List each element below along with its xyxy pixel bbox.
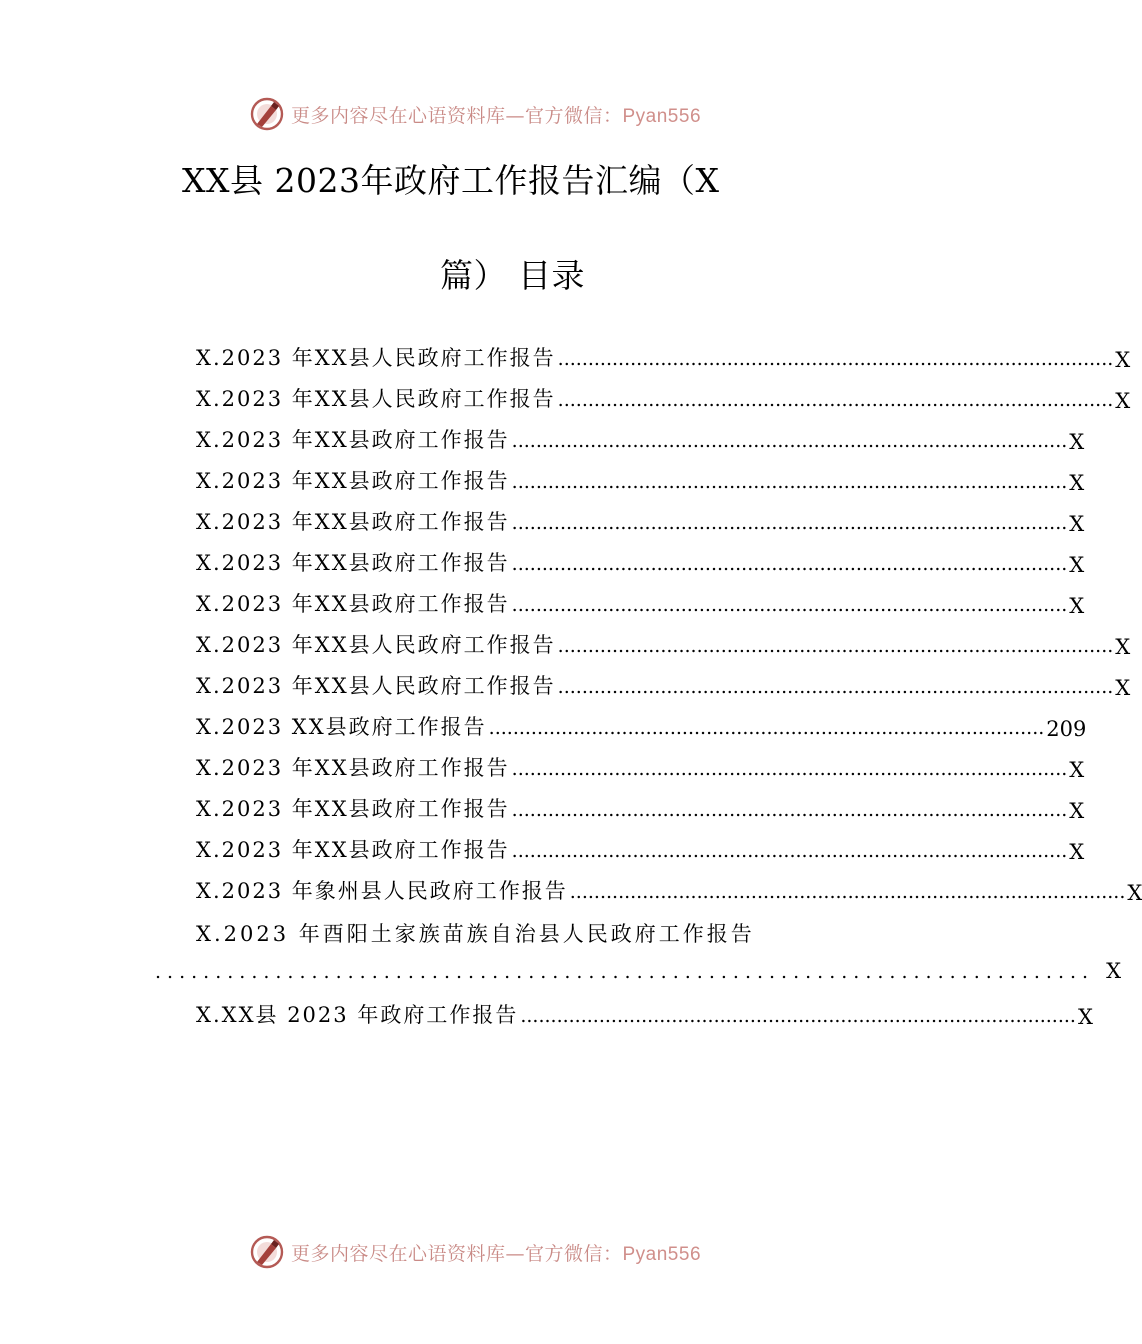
toc-entry-page: X	[1069, 512, 1085, 536]
toc-entry-page: X	[1127, 881, 1142, 905]
toc-entry[interactable]	[196, 586, 1085, 618]
watermark-text: 更多内容尽在心语资料库—官方微信：	[290, 1242, 623, 1265]
toc-entry-label: X.2023 年XX县政府工作报告	[196, 756, 510, 780]
toc-entry[interactable]	[196, 627, 1131, 659]
toc-leader-dots: ............................................................................................	[488, 717, 1045, 739]
toc-entry-page: X	[1069, 840, 1085, 864]
toc-entry-label: X.2023 年XX县人民政府工作报告	[196, 674, 556, 698]
toc-leader-dots: ............................................................................................	[511, 471, 1068, 493]
toc-leader-dots: ..............................................................................	[155, 961, 1095, 983]
watermark-footer	[0, 1232, 950, 1272]
toc-entry-label: X.2023 年XX县政府工作报告	[196, 592, 510, 616]
toc-entry-page: X	[1069, 430, 1085, 454]
toc-entry-page: X	[1069, 471, 1085, 495]
pen-logo-icon	[249, 1234, 285, 1270]
toc-leader-dots: ............................................................................................	[557, 389, 1114, 411]
toc-leader-dots: ............................................................................................	[557, 348, 1114, 370]
toc-leader-dots: ............................................................................................	[511, 594, 1068, 616]
toc-entry-label: X.2023 年XX县政府工作报告	[196, 428, 510, 452]
toc-leader-dots: ............................................................................................	[511, 758, 1068, 780]
toc-entry-label: X.2023 年XX县政府工作报告	[196, 469, 510, 493]
toc-entry[interactable]	[196, 750, 1085, 782]
toc-entry-label: X.2023 年XX县政府工作报告	[196, 510, 510, 534]
toc-leader-dots: ............................................................................................	[511, 799, 1068, 821]
toc-entry[interactable]	[196, 709, 1087, 741]
toc-entry-page: X	[1115, 676, 1131, 700]
toc-leader-dots: ............................................................................................	[511, 430, 1068, 452]
toc-entry[interactable]	[196, 463, 1085, 495]
toc-entry[interactable]	[196, 504, 1085, 536]
toc-entry-label: X.2023 年XX县政府工作报告	[196, 797, 510, 821]
toc-entry[interactable]	[196, 832, 1085, 864]
pen-logo-icon	[249, 96, 285, 132]
toc-entry-page: X	[1115, 348, 1131, 372]
toc-leader-dots: ............................................................................................	[569, 881, 1126, 903]
toc-entry-label: X.2023 年XX县政府工作报告	[196, 838, 510, 862]
toc-entry-page: 209	[1046, 717, 1087, 741]
toc-entry-label: X.2023 年象州县人民政府工作报告	[196, 879, 568, 903]
toc-entry[interactable]	[196, 381, 1131, 413]
toc-leader-dots: ............................................................................................	[511, 553, 1068, 575]
toc-entry-label: X.2023 年XX县政府工作报告	[196, 551, 510, 575]
toc-entry[interactable]	[196, 545, 1085, 577]
toc-entry-page: X	[1077, 1005, 1093, 1029]
toc-entry-label: X.2023 XX县政府工作报告	[196, 715, 487, 739]
document-title-line-2: 篇） 目录	[440, 256, 585, 295]
toc-entry-page: X	[1069, 553, 1085, 577]
toc-entry[interactable]	[196, 791, 1085, 823]
toc-leader-dots: ............................................................................................	[511, 840, 1068, 862]
watermark-text: 更多内容尽在心语资料库—官方微信：	[290, 104, 623, 127]
toc-entry-page: X	[1069, 758, 1085, 782]
watermark-header	[0, 94, 950, 134]
toc-entry-long-leader[interactable]	[155, 959, 1122, 983]
toc-entry-label: X.2023 年XX县人民政府工作报告	[196, 346, 556, 370]
toc-leader-dots: ............................................................................................	[520, 1005, 1076, 1027]
toc-entry-page: X	[1106, 959, 1122, 983]
toc-leader-dots: ............................................................................................	[511, 512, 1068, 534]
watermark-id: Pyan556	[622, 1243, 702, 1265]
toc-entry-page: X	[1115, 635, 1131, 659]
watermark-id: Pyan556	[622, 105, 702, 127]
toc-entry-label: X.2023 年XX县人民政府工作报告	[196, 387, 556, 411]
toc-leader-dots: ............................................................................................	[557, 635, 1114, 657]
toc-entry-label: X.2023 年XX县人民政府工作报告	[196, 633, 556, 657]
toc-entry-page: X	[1115, 389, 1131, 413]
document-title-line-1: XX县 2023年政府工作报告汇编（X	[182, 161, 720, 200]
toc-leader-dots: ............................................................................................	[557, 676, 1114, 698]
toc-entry[interactable]	[196, 997, 1093, 1029]
toc-entry-label: X.XX县 2023 年政府工作报告	[196, 1003, 519, 1027]
toc-entry[interactable]	[196, 668, 1131, 700]
toc-entry-page: X	[1069, 799, 1085, 823]
toc-entry-long-label[interactable]: X.2023 年酉阳土家族苗族自治县人民政府工作报告	[196, 922, 755, 946]
toc-entry[interactable]	[196, 873, 1142, 905]
toc-entry-page: X	[1069, 594, 1085, 618]
toc-entry[interactable]	[196, 340, 1131, 372]
toc-entry[interactable]	[196, 422, 1085, 454]
